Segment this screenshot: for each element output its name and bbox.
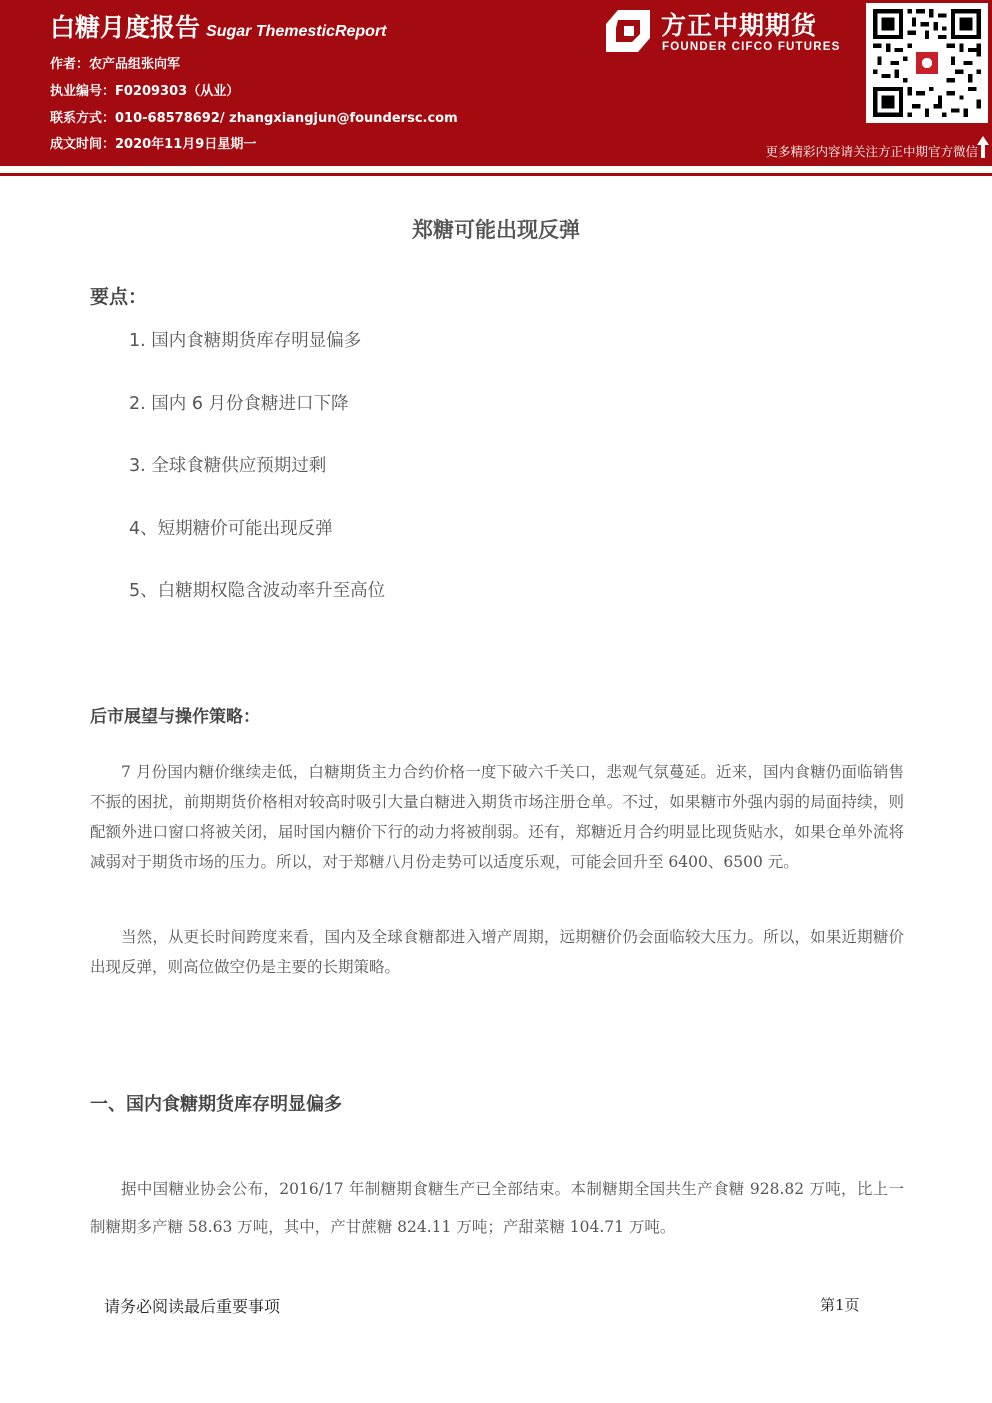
header-banner bbox=[0, 0, 992, 166]
wechat-follow-note: 更多精彩内容请关注方正中期官方微信 bbox=[765, 144, 978, 159]
author-line: 作者：农产品组张向军 bbox=[50, 57, 181, 72]
company-name-en: FOUNDER CIFCO FUTURES bbox=[662, 41, 841, 53]
wechat-qr-code bbox=[866, 3, 988, 123]
key-points-heading: 要点： bbox=[90, 286, 148, 308]
key-point-4: 4、短期糖价可能出现反弹 bbox=[129, 519, 333, 539]
report-title-en: Sugar ThemesticReport bbox=[206, 23, 387, 40]
key-point-2: 2. 国内 6 月份食糖进口下降 bbox=[129, 394, 349, 414]
license-line: 执业编号：F0209303（从业） bbox=[50, 84, 240, 99]
section-1-heading: 一、国内食糖期货库存明显偏多 bbox=[90, 1094, 342, 1115]
outlook-heading: 后市展望与操作策略： bbox=[90, 707, 260, 727]
key-point-1: 1. 国内食糖期货库存明显偏多 bbox=[129, 331, 362, 351]
header-divider bbox=[0, 173, 992, 176]
section-1-paragraph: 据中国糖业协会公布，2016/17 年制糖期食糖生产已全部结束。本制糖期全国共生产食糖 928.82 万吨，比上一制糖期多产糖 58.63 万吨，其中，产甘蔗糖 824.11 万吨；产甜菜糖 104.71 万吨。 bbox=[90, 1180, 904, 1236]
qr-code-icon bbox=[872, 9, 982, 117]
report-title-cn: 白糖月度报告 bbox=[50, 13, 201, 42]
company-name-cn: 方正中期期货 bbox=[661, 11, 818, 40]
arrow-up-icon bbox=[976, 135, 990, 159]
document-title: 郑糖可能出现反弹 bbox=[412, 218, 580, 242]
company-logo bbox=[604, 6, 858, 56]
page-number: 第1页 bbox=[820, 1296, 860, 1314]
outlook-paragraph-2: 当然，从更长时间跨度来看，国内及全球食糖都进入增产周期，远期糖价仍会面临较大压力。所以，如果近期糖价出现反弹，则高位做空仍是主要的长期策略。 bbox=[90, 928, 904, 976]
date-line: 成文时间：2020年11月9日星期一 bbox=[50, 137, 257, 152]
report-title bbox=[50, 8, 387, 44]
outlook-paragraph-1: 7 月份国内糖价继续走低，白糖期货主力合约价格一度下破六千关口，悲观气氛蔓延。近来，国内食糖仍面临销售不振的困扰，前期期货价格相对较高时吸引大量白糖进入期货市场注册仓单。不过，如果糖市外强内弱的局面持续，则配额外进口窗口将被关闭，届时国内糖价下行的动力将被削弱。还有，郑糖近月合约明显比现货贴水，如果仓单外流将减弱对于期货市场的压力。所以，对于郑糖八月份走势可以适度乐观，可能会回升至 6400、6500 元。 bbox=[90, 763, 904, 871]
company-logo-mark-icon bbox=[604, 8, 652, 54]
contact-line: 联系方式：010-68578692/ zhangxiangjun@foundersc.com bbox=[50, 111, 458, 126]
key-point-3: 3. 全球食糖供应预期过剩 bbox=[129, 456, 327, 476]
key-point-5: 5、白糖期权隐含波动率升至高位 bbox=[129, 581, 386, 601]
footer-notice: 请务必阅读最后重要事项 bbox=[104, 1297, 281, 1316]
